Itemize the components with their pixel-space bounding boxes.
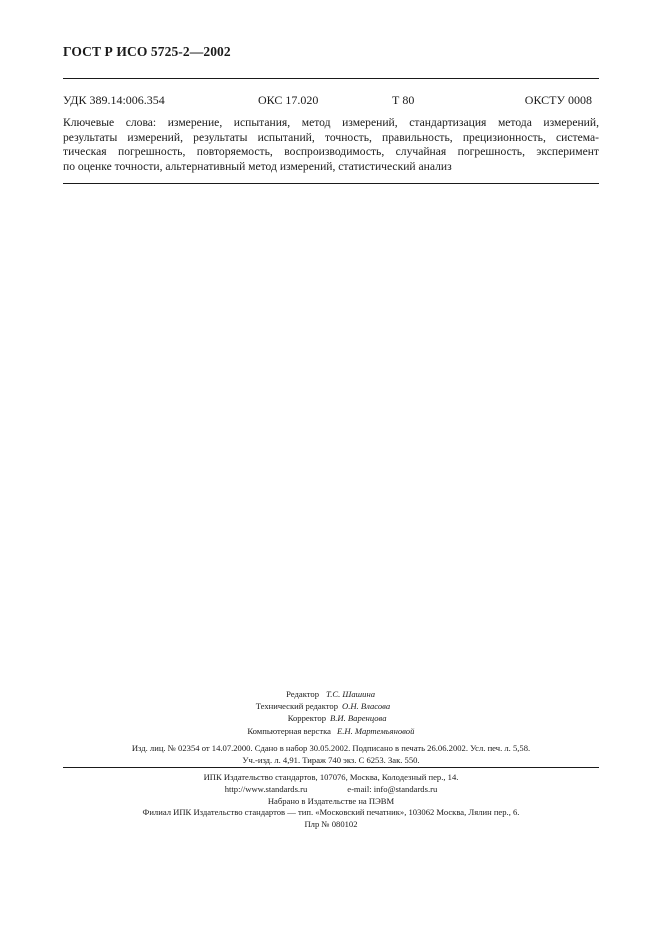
credit-name: Е.Н. Мартемьяновой [337, 725, 415, 736]
okstu-code: ОКСТУ 0008 [524, 93, 592, 107]
imprint-divider [63, 767, 599, 768]
editorial-credits [0, 688, 661, 737]
imprint-block [63, 743, 599, 765]
credit-name: Т.С. Шашина [326, 689, 376, 699]
keywords-line: тическая погрешность, повторяемость, воспроизводимость, случайная погрешность, эксперимент [63, 145, 599, 159]
publisher-contacts [63, 784, 599, 796]
keywords-line: по оценке точности, альтернативный метод измерений, статистический анализ [63, 159, 452, 173]
document-title: ГОСТ Р ИСО 5725-2—2002 [63, 44, 231, 59]
publisher-line: Филиал ИПК Издательство стандартов — тип. «Московский печатник», 103062 Москва, Лялин пер., 6. [142, 807, 520, 818]
credit-role: Корректор [287, 713, 326, 724]
publisher-line: Плр № 080102 [304, 819, 358, 830]
credit-layout [0, 725, 661, 737]
credit-role: Редактор [286, 689, 319, 699]
keywords-divider [63, 183, 599, 184]
publisher-block [63, 772, 599, 831]
publisher-line: Набрано в Издательстве на ПЭВМ [267, 795, 395, 806]
credit-proofreader [0, 712, 661, 724]
keywords-block [63, 116, 599, 174]
credit-role: Технический редактор [255, 701, 338, 712]
oks-code: ОКС 17.020 [258, 93, 319, 107]
credit-role: Компьютерная верстка [247, 725, 331, 736]
publisher-email: e-mail: info@standards.ru [347, 783, 438, 794]
udk-code: УДК 389.14:006.354 [63, 93, 165, 107]
publisher-website: http://www.standards.ru [224, 783, 308, 794]
publisher-line: ИПК Издательство стандартов, 107076, Москва, Колодезный пер., 14. [203, 772, 459, 782]
top-divider [63, 78, 599, 79]
t-code: Т 80 [392, 93, 415, 107]
imprint-line: Уч.-изд. л. 4,91. Тираж 740 экз. С 6253. Зак. 550. [242, 755, 420, 765]
keywords-line: результаты измерений, результаты испытаний, точность, правильность, прецизионность, система- [63, 130, 599, 144]
credit-name: О.Н. Власова [342, 701, 391, 712]
credit-name: В.И. Варенцова [330, 713, 387, 724]
keywords-line: Ключевые слова: измерение, испытания, метод измерений, стандартизация метода измерений, [63, 116, 599, 129]
credit-tech-editor [0, 700, 661, 712]
credit-editor [0, 688, 661, 700]
imprint-line: Изд. лиц. № 02354 от 14.07.2000. Сдано в набор 30.05.2002. Подписано в печать 26.06.2002. Усл. печ. л. 5,58. [131, 743, 531, 753]
